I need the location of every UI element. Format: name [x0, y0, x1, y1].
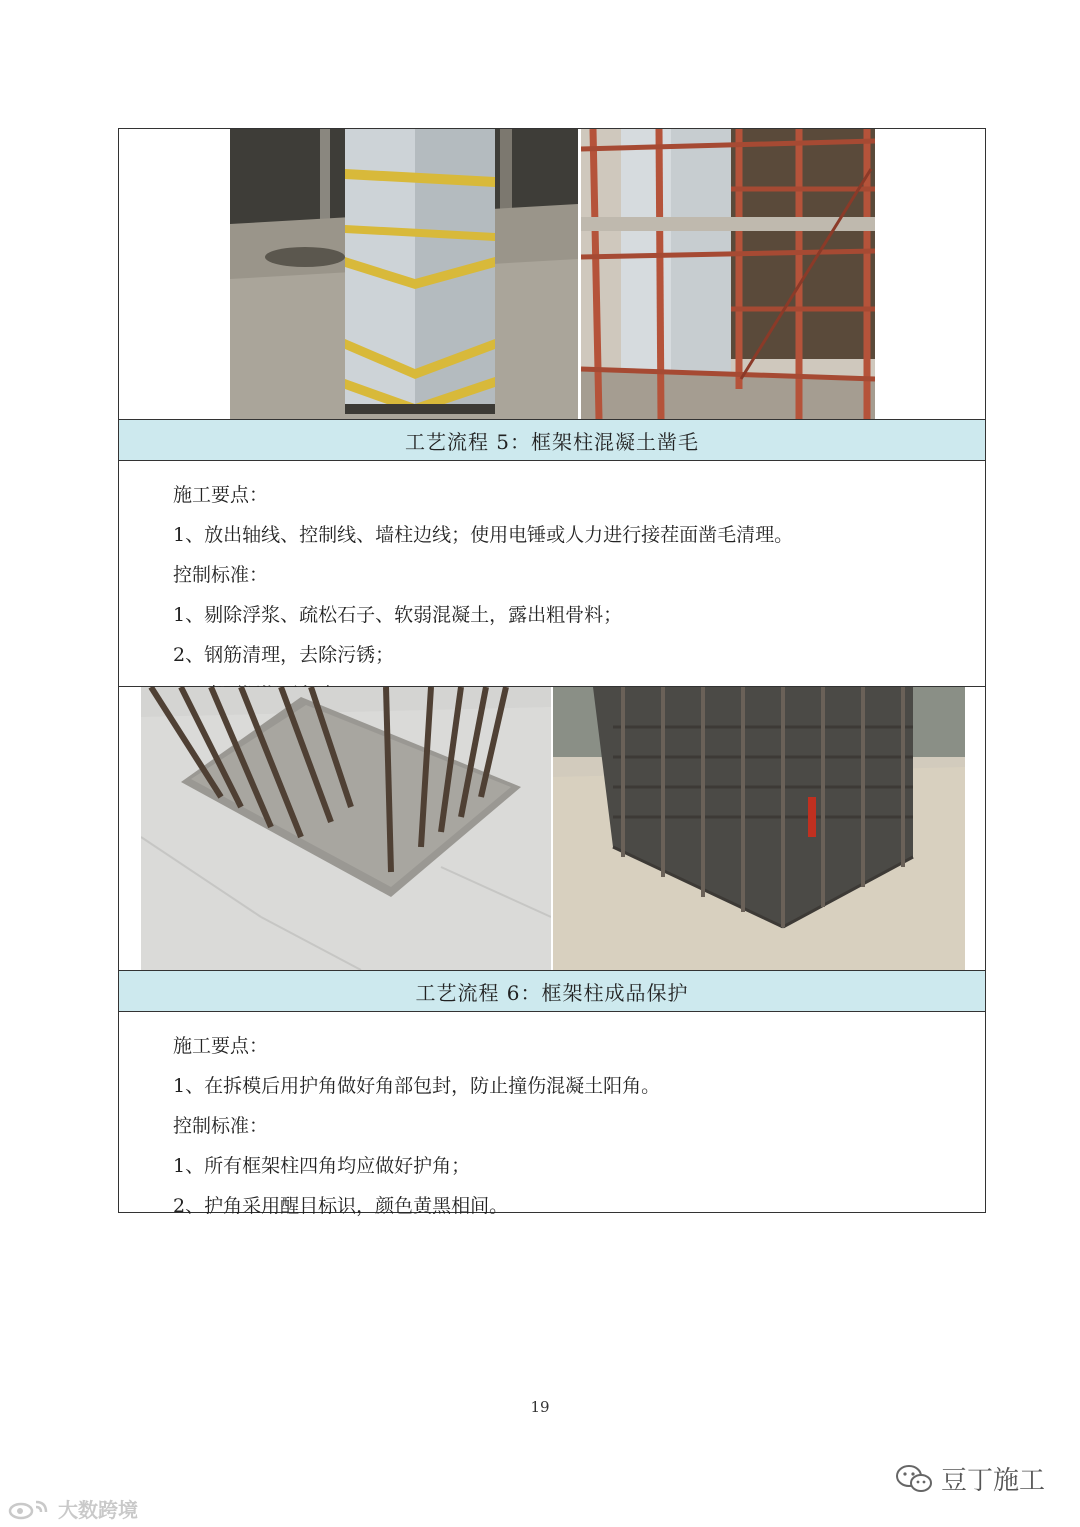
weibo-logo-icon	[8, 1498, 52, 1520]
section6-point-1: 1、在拆模后用护角做好角部包封，防止撞伤混凝土阳角。	[173, 1075, 661, 1097]
watermark-left	[8, 1494, 138, 1523]
watermark-left-text: 大数跨境	[58, 1498, 138, 1522]
section5-points-label: 施工要点：	[173, 484, 269, 506]
page-number: 19	[530, 1398, 550, 1416]
watermark-right-text: 豆丁施工	[941, 1466, 1046, 1496]
photo-row-top	[119, 129, 985, 420]
section6-standard-2: 2、护角采用醒目标识，颜色黄黑相间。	[173, 1195, 509, 1217]
section5-title: 工艺流程 5：框架柱混凝土凿毛	[119, 420, 985, 461]
section5-content	[119, 461, 985, 687]
photo-row-bottom	[119, 687, 985, 971]
photo-scaffolding-column	[581, 129, 875, 419]
section6-content	[119, 1012, 985, 1217]
photo-rebar-roughened-base	[141, 687, 551, 970]
process-table	[118, 128, 986, 1217]
photo-rebar-cage	[553, 687, 965, 970]
section5-point-1: 1、放出轴线、控制线、墙柱边线；使用电锤或人力进行接茬面凿毛清理。	[173, 524, 794, 546]
section6-points-label: 施工要点：	[173, 1035, 269, 1057]
photo-column-protection-wrap	[230, 129, 578, 419]
wechat-logo-icon	[895, 1463, 933, 1495]
section5-standards-label: 控制标准：	[173, 564, 269, 586]
watermark-right	[895, 1460, 1045, 1497]
section6-standard-1: 1、所有框架柱四角均应做好护角；	[173, 1155, 471, 1177]
section5-standard-2: 2、钢筋清理，去除污锈；	[173, 644, 395, 666]
section5-standard-1: 1、剔除浮浆、疏松石子、软弱混凝土，露出粗骨料；	[173, 604, 623, 626]
section6-title: 工艺流程 6：框架柱成品保护	[119, 971, 985, 1012]
section6-standards-label: 控制标准：	[173, 1115, 269, 1137]
